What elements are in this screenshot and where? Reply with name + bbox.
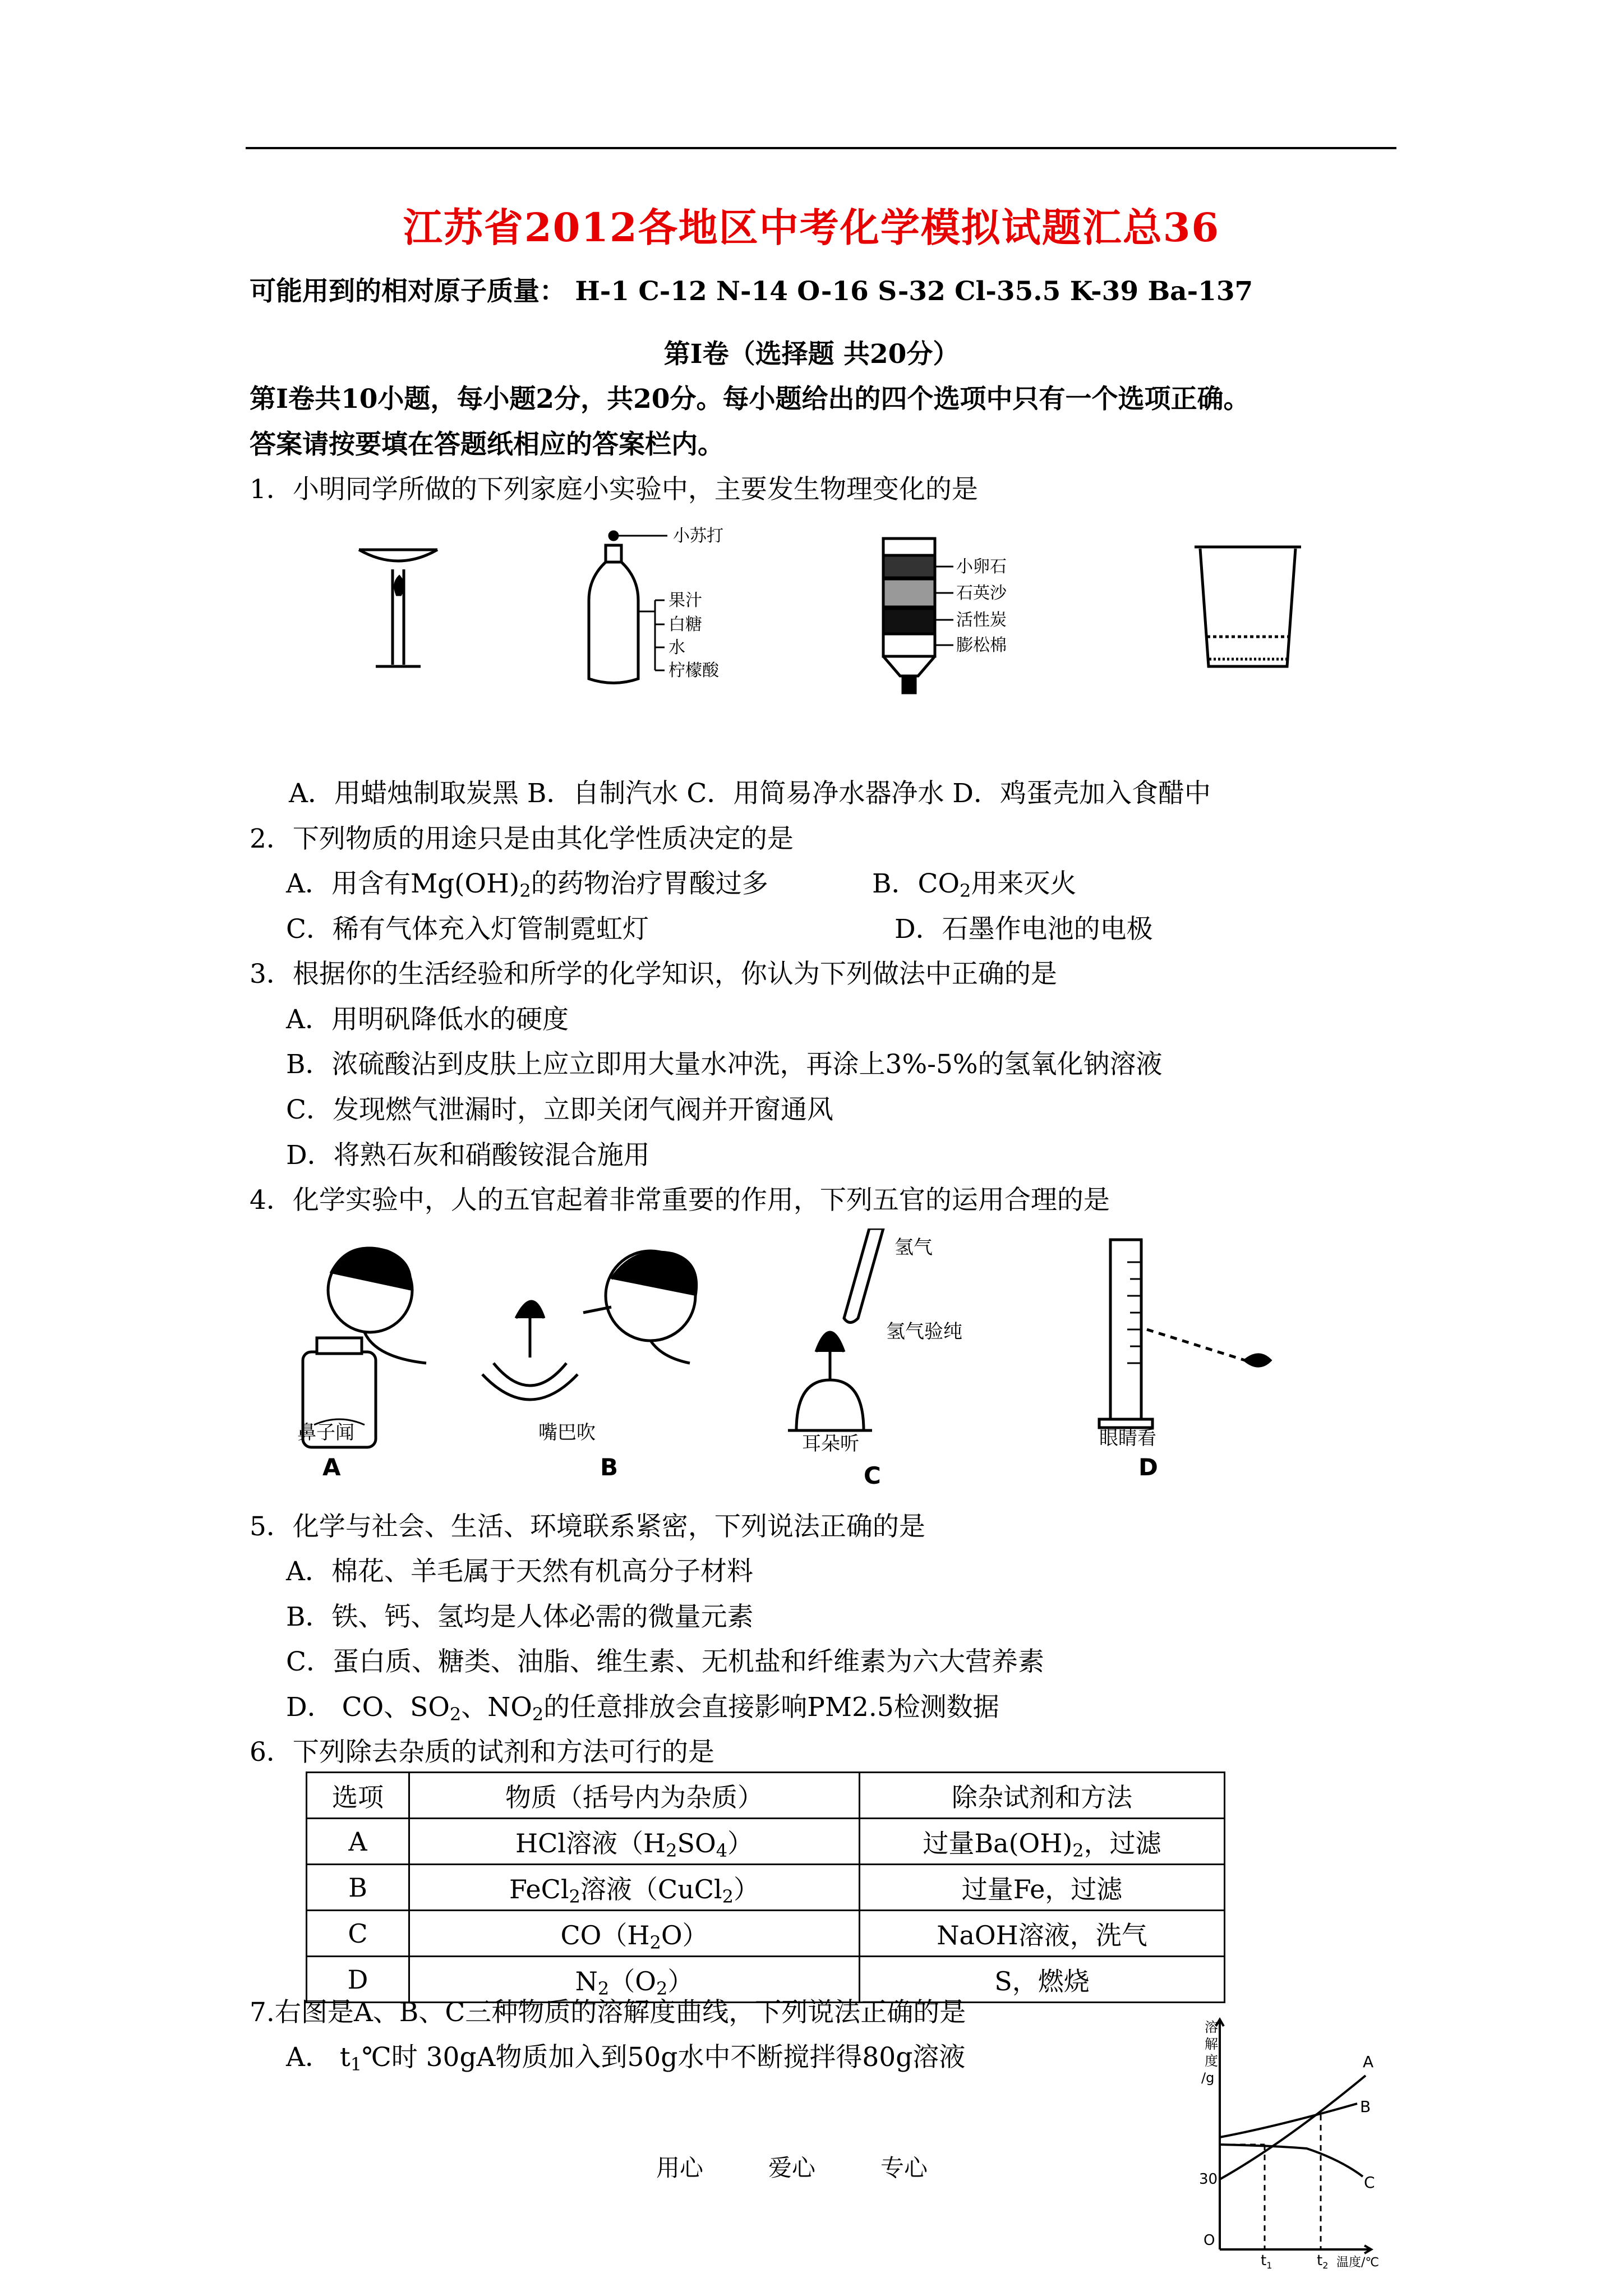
row-a-method: 过量$Ba(OH)_2$，过滤 (860, 1819, 1225, 1865)
letter-d: D (1138, 1453, 1158, 1481)
bottle-figure (589, 532, 667, 683)
row-b-option: B (307, 1865, 409, 1911)
row-d-substance: $N_2(O_2)$ (409, 1957, 860, 2003)
header-substance: 物质（括号内为杂质） (409, 1773, 860, 1819)
q3-stem: 3．根据你的生活经验和所学的化学知识，你认为下列做法中正确的是 (250, 959, 1057, 990)
caption-mouth: 嘴巴吹 (538, 1421, 596, 1444)
q3-option-d: D．将熟石灰和硝酸铵混合施用 (286, 1140, 650, 1171)
q4-figures (280, 1228, 1290, 1492)
ylabel-1: 溶 (1205, 2019, 1218, 2035)
curve-label-b: B (1360, 2097, 1371, 2116)
q1-figures (336, 516, 1346, 696)
footer-item-3: 专心 (880, 2154, 928, 2182)
curve-b (1220, 2104, 1357, 2137)
q7-option-a: A． $t_1℃$时 30gA物质加入到50g水中不断搅拌得80g溶液 (286, 2042, 966, 2075)
q3-option-b: B．浓硫酸沾到皮肤上应立即用大量水冲洗，再涂上3%-5%的氢氧化钠溶液 (286, 1049, 1163, 1080)
ylabel-2: 解 (1205, 2036, 1218, 2052)
q5-stem: 5．化学与社会、生活、环境联系紧密，下列说法正确的是 (250, 1511, 925, 1542)
caption-ear: 耳朵听 (802, 1433, 859, 1455)
q6-stem: 6．下列除去杂质的试剂和方法可行的是 (250, 1737, 714, 1768)
curve-c (1220, 2145, 1363, 2177)
q4-stem: 4．化学实验中，人的五官起着非常重要的作用，下列五官的运用合理的是 (250, 1185, 1110, 1216)
curve-label-a: A (1363, 2053, 1374, 2071)
listen-figure (788, 1228, 883, 1430)
q2-option-c: C．稀有气体充入灯管制霓虹灯 (286, 914, 649, 945)
look-figure (1099, 1240, 1270, 1428)
header-method: 除杂试剂和方法 (860, 1773, 1225, 1819)
section-title: 第Ⅰ卷（选择题 共20分） (663, 339, 960, 370)
q5-option-d: D． CO、$SO_2$、$NO_2$的任意排放会直接影响PM2.5检测数据 (286, 1692, 999, 1725)
row-b-method: 过量Fe，过滤 (860, 1865, 1225, 1911)
footer-item-1: 用心 (656, 2154, 704, 2182)
label-juice: 果汁 (668, 591, 702, 610)
q2-option-d: D．石墨作电池的电极 (895, 914, 1153, 945)
table-row (307, 1819, 1225, 1865)
row-c-substance: $CO(H_2O)$ (409, 1911, 860, 1957)
row-a-substance: HCl溶液$(H_2SO_4)$ (409, 1819, 860, 1865)
origin-label: O (1204, 2232, 1215, 2249)
caption-eye: 眼睛看 (1099, 1427, 1156, 1450)
label-sugar: 白糖 (668, 615, 702, 634)
blow-figure (482, 1251, 697, 1400)
q5-option-b: B．铁、钙、氢均是人体必需的微量元素 (286, 1602, 754, 1632)
label-soda: 小苏打 (673, 526, 723, 546)
label-cotton: 膨松棉 (956, 636, 1007, 655)
table-row (307, 1865, 1225, 1911)
instructions-line-1: 第Ⅰ卷共10小题，每小题2分，共20分。每小题给出的四个选项中只有一个选项正确。 (250, 384, 1250, 415)
y-tick-30: 30 (1199, 2171, 1218, 2188)
page-title: 江苏省2012各地区中考化学模拟试题汇总36 (403, 204, 1220, 251)
label-quartz-sand: 石英沙 (956, 583, 1007, 603)
letter-b: B (600, 1453, 619, 1481)
row-a-option: A (307, 1819, 409, 1865)
q2-stem: 2．下列物质的用途只是由其化学性质决定的是 (250, 823, 794, 854)
q1-stem: 1．小明同学所做的下列家庭小实验中，主要发生物理变化的是 (250, 474, 978, 505)
t2-label: $t_2$ (1317, 2252, 1329, 2271)
instructions-line-2: 答案请按要填在答题纸相应的答案栏内。 (250, 429, 724, 460)
row-b-substance: FeCl$_2$溶液（CuCl$_2$） (409, 1865, 860, 1911)
atomic-masses: 可能用到的相对原子质量： H-1 C-12 N-14 O-16 S-32 Cl-35.5 K-39 Ba-137 (250, 276, 1253, 307)
label-hydrogen-test: 氢气验纯 (886, 1320, 962, 1343)
letter-a: A (322, 1453, 341, 1481)
table-row (307, 1911, 1225, 1957)
candle-figure (359, 550, 437, 666)
water-filter-figure (883, 539, 953, 693)
xlabel: 温度/℃ (1336, 2256, 1380, 2270)
row-c-option: C (307, 1911, 409, 1957)
row-c-method: NaOH溶液，洗气 (860, 1911, 1225, 1957)
row-d-method: S，燃烧 (860, 1957, 1225, 2003)
row-d-option: D (307, 1957, 409, 2003)
ylabel-4: /g (1201, 2070, 1215, 2086)
q5-option-a: A．棉花、羊毛属于天然有机高分子材料 (286, 1556, 753, 1587)
beaker-figure (1195, 547, 1301, 666)
q1-options: A．用蜡烛制取炭黑 B．自制汽水 C．用简易净水器净水 D．鸡蛋壳加入食醋中 (289, 778, 1211, 809)
q3-option-c: C．发现燃气泄漏时，立即关闭气阀并开窗通风 (286, 1094, 833, 1125)
label-citric-acid: 柠檬酸 (668, 661, 719, 680)
letter-c: C (864, 1462, 881, 1489)
label-pebbles: 小卵石 (956, 557, 1007, 577)
solubility-graph (1178, 2008, 1380, 2272)
footer-item-2: 爱心 (768, 2154, 816, 2182)
t1-label: $t_1$ (1261, 2252, 1272, 2271)
q5-option-c: C．蛋白质、糖类、油脂、维生素、无机盐和纤维素为六大营养素 (286, 1646, 1044, 1677)
q7-stem: 7.右图是A、B、C三种物质的溶解度曲线，下列说法正确的是 (250, 1997, 966, 2028)
table-header-row (307, 1773, 1225, 1819)
label-activated-carbon: 活性炭 (956, 610, 1007, 630)
q2-option-b: B．$CO_2$用来灭火 (872, 868, 1077, 901)
curve-label-c: C (1364, 2173, 1375, 2192)
q2-option-a: A．用含有$Mg(OH)_2$的药物治疗胃酸过多 (286, 868, 768, 901)
label-water: 水 (668, 638, 685, 657)
q6-table (306, 1772, 1225, 2003)
q3-option-a: A．用明矾降低水的硬度 (286, 1004, 569, 1035)
caption-nose: 鼻子闻 (297, 1421, 354, 1444)
header-rule (246, 147, 1396, 149)
label-hydrogen: 氢气 (895, 1236, 933, 1259)
header-option: 选项 (307, 1773, 409, 1819)
ylabel-3: 度 (1205, 2053, 1218, 2069)
smell-figure (303, 1248, 426, 1447)
